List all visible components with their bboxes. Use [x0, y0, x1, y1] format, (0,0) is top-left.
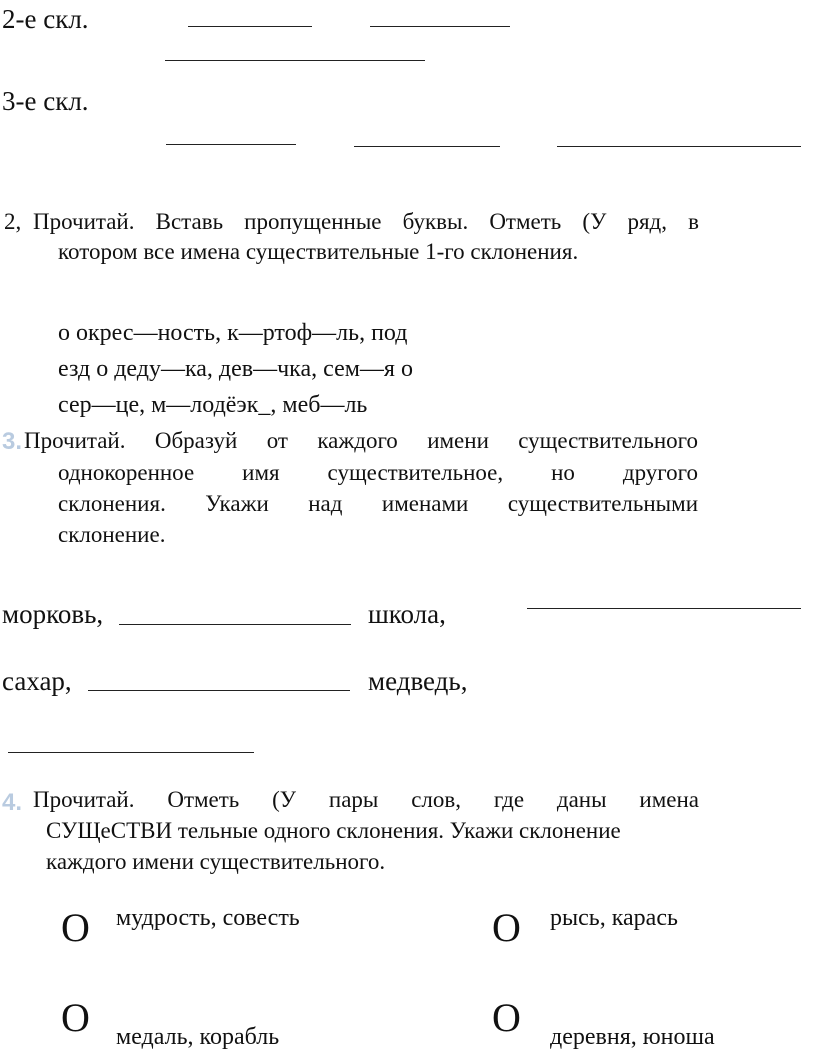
option-marker[interactable]: O: [492, 995, 521, 1040]
answer-line[interactable]: [354, 146, 500, 147]
answer-line[interactable]: [88, 690, 350, 691]
answer-line[interactable]: [119, 624, 351, 625]
answer-line[interactable]: [370, 26, 510, 27]
task-2-word-row: о окрес—ность, к—ртоф—ль, под: [58, 320, 408, 346]
task-4-instruction-line: Прочитай. Отметь (У пары слов, где даны имена: [33, 787, 699, 812]
option-label: рысь, карась: [550, 905, 678, 931]
answer-line[interactable]: [166, 144, 296, 145]
word-shkola: школа,: [368, 599, 446, 629]
answer-line[interactable]: [557, 146, 801, 147]
answer-line[interactable]: [8, 752, 254, 753]
option-marker[interactable]: O: [61, 995, 90, 1040]
answer-line[interactable]: [165, 60, 425, 61]
declension-3-label: 3-е скл.: [2, 86, 89, 116]
answer-line[interactable]: [527, 608, 801, 609]
task-2-instruction-line: Прочитай. Вставь пропущенные буквы. Отметь (У ряд, в: [33, 209, 699, 234]
task-2-number: 2,: [4, 209, 22, 234]
task-4-instruction-line: СУЩеСТВИ тельные одного склонения. Укажи склонение: [46, 818, 621, 843]
task-3-instruction-line: Прочитай. Образуй от каждого имени существительного: [24, 428, 698, 453]
task-3-instruction-line: склонения. Укажи над именами существительными: [58, 491, 698, 516]
option-label: мудрость, совесть: [116, 905, 300, 931]
task-3-instruction-line: однокоренное имя существительное, но другого: [58, 460, 698, 485]
declension-2-label: 2-е скл.: [2, 4, 89, 34]
task-2-word-row: сер—це, м—лодёэк_, меб—ль: [58, 392, 368, 418]
word-morkov: морковь,: [2, 599, 104, 629]
option-label: деревня, юноша: [550, 1024, 715, 1050]
task-4-instruction-line: каждого имени существительного.: [46, 849, 386, 874]
task-3-instruction-line: склонение.: [58, 522, 166, 547]
answer-line[interactable]: [188, 26, 312, 27]
option-label: медаль, корабль: [116, 1024, 280, 1050]
option-marker[interactable]: O: [492, 905, 521, 950]
word-sakhar: сахар,: [2, 666, 72, 696]
word-medved: медведь,: [368, 666, 468, 696]
task-2-instruction-line: котором все имена существительные 1-го склонения.: [58, 239, 579, 264]
task-3-number: 3.: [2, 428, 23, 455]
task-2-word-row: езд о деду—ка, дев—чка, сем—я о: [58, 356, 413, 382]
task-4-number: 4.: [2, 789, 23, 816]
option-marker[interactable]: O: [61, 905, 90, 950]
